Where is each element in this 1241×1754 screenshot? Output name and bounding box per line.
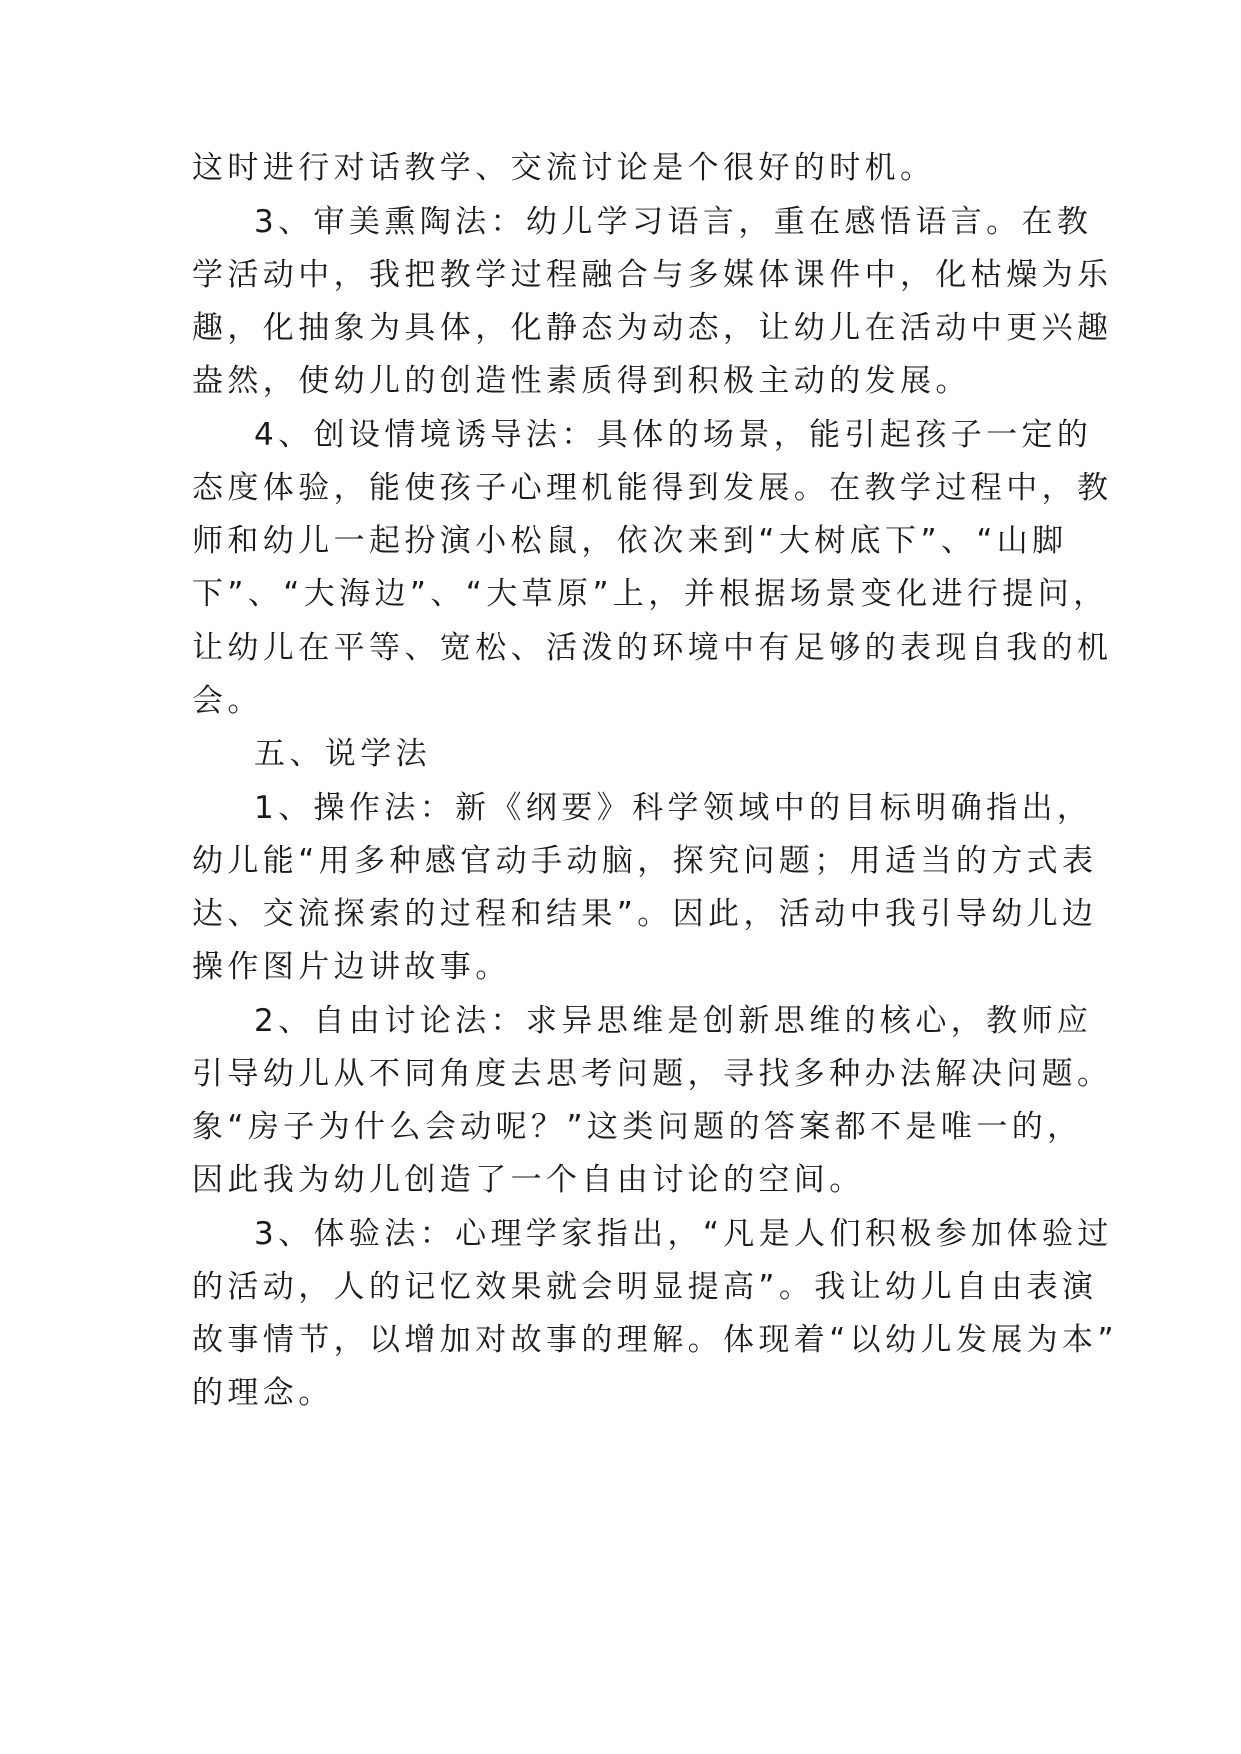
text-line: 1、操作法：新《纲要》科学领域中的目标明确指出， (254, 790, 1093, 826)
text-line: 师和幼儿一起扮演小松鼠，依次来到“大树底下”、“山脚 (192, 523, 1068, 559)
text-line: 的理念。 (192, 1375, 334, 1411)
text-line: 幼儿能“用多种感官动手动脑，探究问题；用适当的方式表 (192, 843, 1098, 879)
text-line: 操作图片边讲故事。 (192, 949, 511, 985)
text-line: 因此我为幼儿创造了一个自由讨论的空间。 (192, 1162, 865, 1198)
section-heading: 五、说学法 (254, 736, 431, 772)
text-line: 下”、“大海边”、“大草原”上，并根据场景变化进行提问， (192, 576, 1109, 612)
text-line: 会。 (192, 683, 263, 719)
text-line: 让幼儿在平等、宽松、活泼的环境中有足够的表现自我的机 (192, 630, 1113, 666)
text-line: 达、交流探索的过程和结果”。因此，活动中我引导幼儿边 (192, 896, 1098, 932)
text-line: 态度体验，能使孩子心理机能得到发展。在教学过程中，教 (192, 470, 1113, 506)
text-line: 3、审美熏陶法：幼儿学习语言，重在感悟语言。在教 (254, 204, 1093, 240)
text-line: 引导幼儿从不同角度去思考问题，寻找多种办法解决问题。 (192, 1056, 1113, 1092)
text-line: 4、创设情境诱导法：具体的场景，能引起孩子一定的 (254, 417, 1093, 453)
text-line: 故事情节，以增加对故事的理解。体现着“以幼儿发展为本” (192, 1322, 1118, 1358)
text-line: 趣，化抽象为具体，化静态为动态，让幼儿在活动中更兴趣 (192, 310, 1113, 346)
text-line: 的活动，人的记忆效果就会明显提高”。我让幼儿自由表演 (192, 1269, 1098, 1305)
text-line: 盎然，使幼儿的创造性素质得到积极主动的发展。 (192, 363, 971, 399)
text-line: 3、体验法：心理学家指出，“凡是人们积极参加体验过 (254, 1216, 1113, 1252)
text-line: 这时进行对话教学、交流讨论是个很好的时机。 (192, 150, 936, 186)
text-line: 学活动中，我把教学过程融合与多媒体课件中，化枯燥为乐 (192, 257, 1113, 293)
text-line: 象“房子为什么会动呢？”这类问题的答案都不是唯一的， (192, 1109, 1083, 1145)
text-line: 2、自由讨论法：求异思维是创新思维的核心，教师应 (254, 1003, 1093, 1039)
